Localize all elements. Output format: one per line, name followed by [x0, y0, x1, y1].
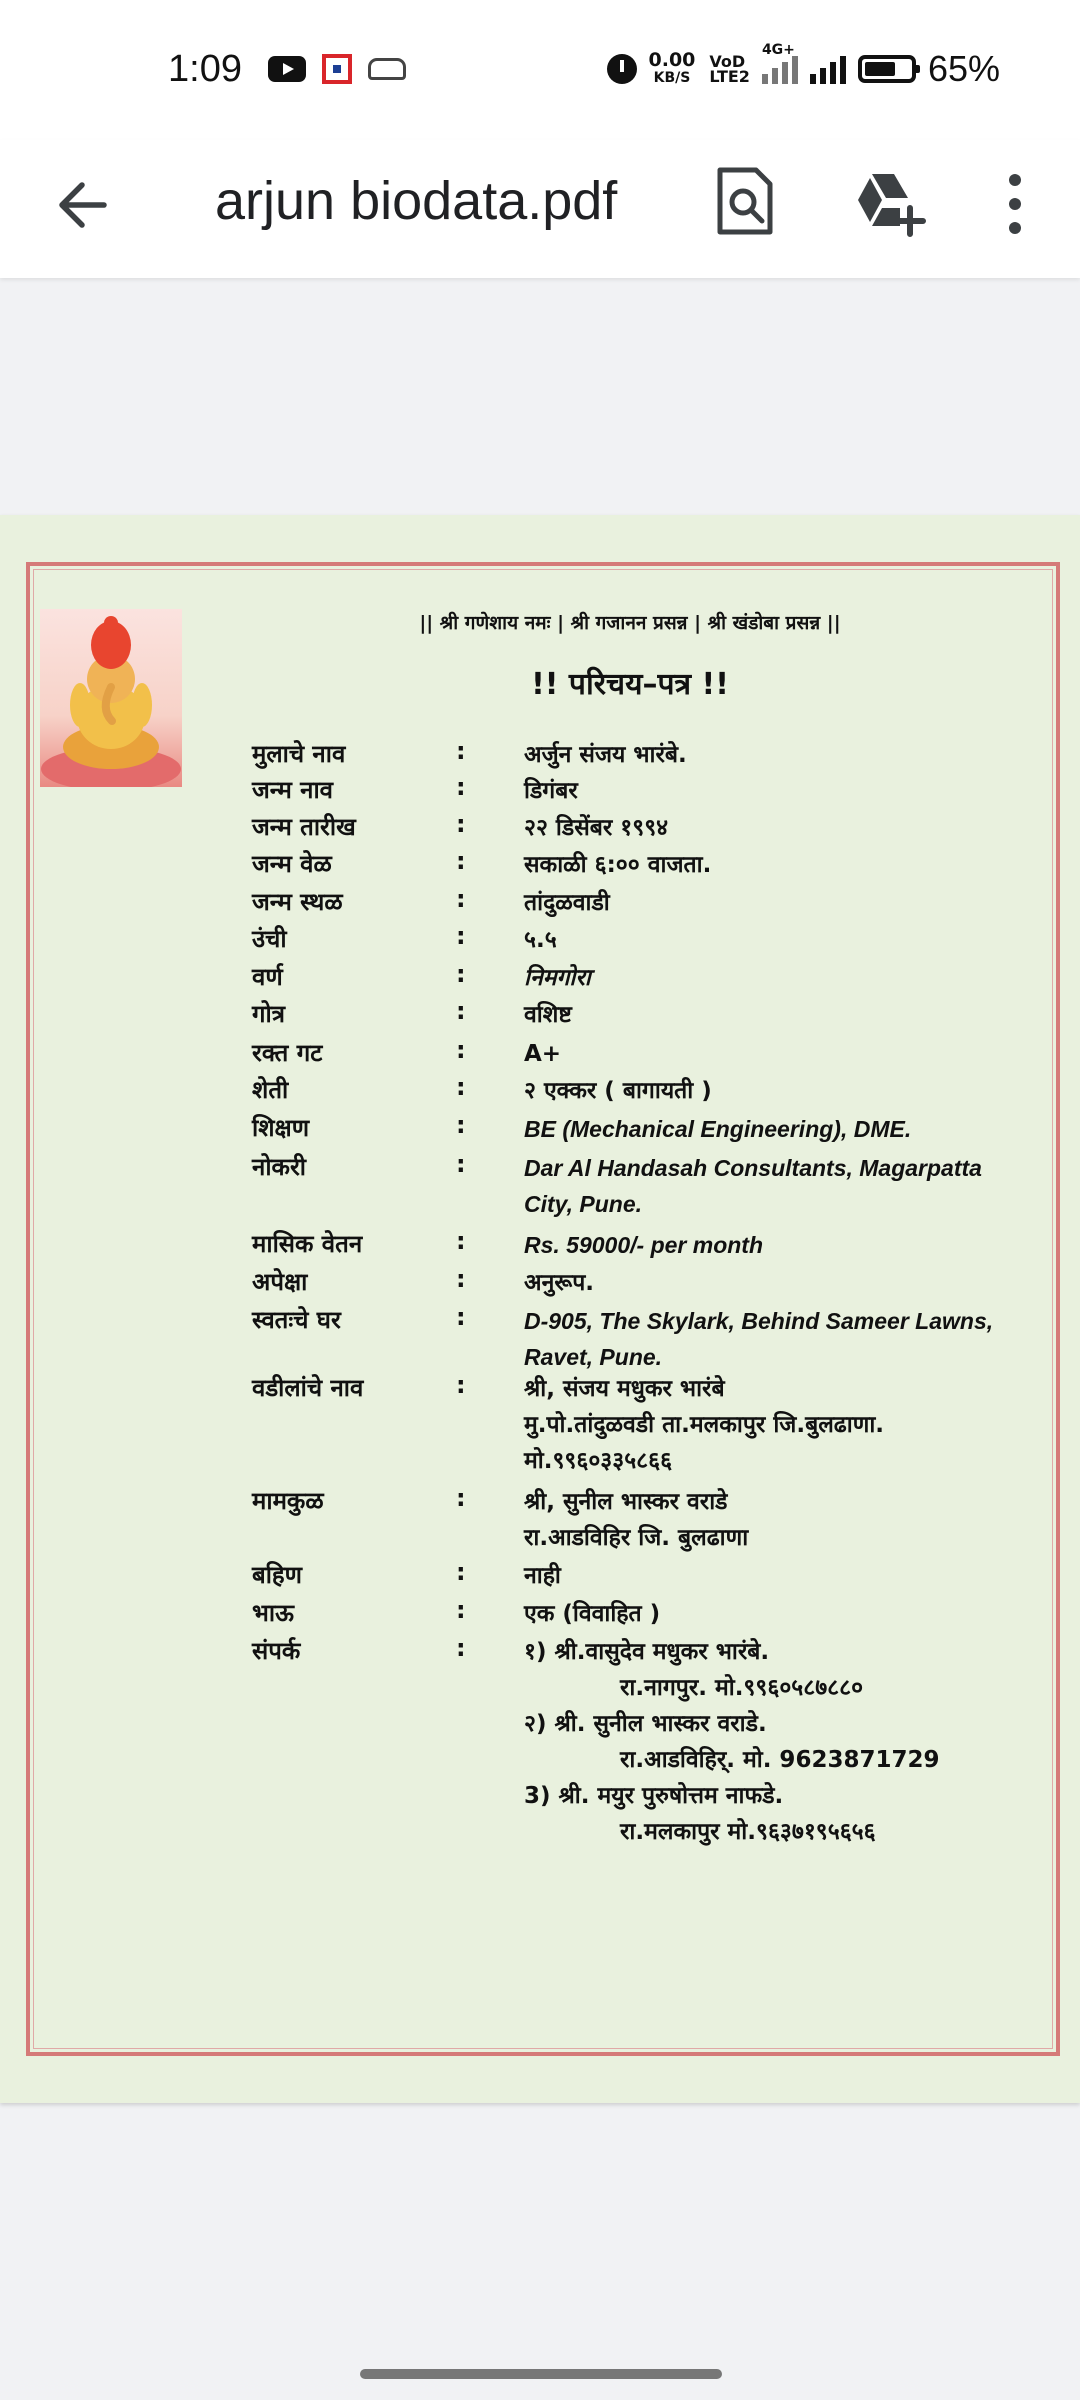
signal-icon — [762, 54, 798, 84]
field-label: मुलाचे नाव — [252, 740, 346, 768]
biodata-title: !! परिचय–पत्र !! — [531, 667, 729, 702]
field-label: अपेक्षा — [252, 1268, 308, 1296]
volte-indicator — [707, 54, 750, 84]
alarm-icon — [607, 54, 637, 84]
field-label: शेती — [252, 1076, 289, 1104]
volte-top: VoD — [709, 52, 746, 71]
field-value-line: डिगंबर — [524, 778, 578, 804]
field-label: जन्म तारीख — [252, 813, 356, 841]
field-colon: : — [456, 885, 466, 913]
back-button[interactable] — [50, 170, 120, 240]
car-icon — [368, 58, 406, 80]
field-value-line: अर्जुन संजय भारंबे. — [524, 742, 687, 768]
field-colon: : — [456, 773, 466, 801]
ganesh-image — [40, 609, 182, 787]
field-colon: : — [456, 810, 466, 838]
volte-bottom: LTE2 — [709, 67, 750, 86]
field-colon: : — [456, 1150, 466, 1178]
bank-app-icon — [322, 54, 352, 84]
net-speed — [649, 51, 696, 87]
field-colon: : — [456, 737, 466, 765]
field-value-line: मो.९९६०३३५८६६ — [524, 1448, 673, 1474]
field-colon: : — [456, 1558, 466, 1586]
field-value — [524, 1484, 1044, 1556]
field-colon: : — [456, 1484, 466, 1512]
field-value-line: २२ डिसेंबर १९९४ — [524, 815, 669, 841]
status-time: 1:09 — [168, 48, 242, 90]
field-colon: : — [456, 1634, 466, 1662]
field-label: स्वतःचे घर — [252, 1306, 341, 1334]
field-value — [524, 885, 1044, 921]
field-value-line: Ravet, Pune. — [524, 1344, 663, 1370]
field-colon: : — [456, 1111, 466, 1139]
field-value — [524, 1265, 1044, 1301]
field-value-line: श्री, सुनील भास्कर वराडे — [524, 1489, 728, 1515]
field-value-line: 3) श्री. मयुर पुरुषोत्तम नाफडे. — [524, 1783, 784, 1809]
field-value — [524, 1036, 1044, 1072]
field-value — [524, 1303, 1044, 1375]
field-value — [524, 1111, 1044, 1147]
field-value — [524, 773, 1044, 809]
field-colon: : — [456, 960, 466, 988]
field-label: जन्म नाव — [252, 776, 334, 804]
find-in-document-button[interactable] — [710, 162, 780, 240]
field-value — [524, 847, 1044, 883]
field-label: नोकरी — [252, 1153, 306, 1181]
system-icons — [607, 42, 1000, 90]
field-value-line: रा.नागपुर. मो.९९६०५८७८८० — [620, 1675, 864, 1701]
field-value-line: ५.५ — [524, 927, 557, 953]
field-label: जन्म वेळ — [252, 850, 332, 878]
navigation-bar — [0, 2350, 1080, 2400]
field-value — [524, 1227, 1044, 1263]
field-value — [524, 1596, 1044, 1632]
add-to-drive-icon — [850, 164, 926, 240]
field-value — [524, 1073, 1044, 1109]
field-label: जन्म स्थळ — [252, 888, 343, 916]
field-label: बहिण — [252, 1561, 303, 1589]
field-colon: : — [456, 997, 466, 1025]
field-value — [524, 922, 1044, 958]
field-colon: : — [456, 1371, 466, 1399]
field-label: मासिक वेतन — [252, 1230, 363, 1258]
field-colon: : — [456, 1303, 466, 1331]
field-value-line: मु.पो.तांदुळवडी ता.मलकापुर जि.बुलढाणा. — [524, 1412, 885, 1438]
field-label: भाऊ — [252, 1599, 294, 1627]
youtube-icon — [268, 56, 306, 82]
document-title: arjun biodata.pdf — [215, 171, 618, 231]
field-value — [524, 1634, 1044, 1850]
field-label: मामकुळ — [252, 1487, 324, 1515]
invocation-line: || श्री गणेशाय नमः | श्री गजानन प्रसन्न | श्री खंडोबा प्रसन्न || — [419, 612, 841, 634]
field-colon: : — [456, 1073, 466, 1101]
battery-percent: 65% — [927, 48, 1000, 89]
field-value — [524, 737, 1044, 773]
field-value — [524, 997, 1044, 1033]
back-arrow-icon — [50, 170, 120, 240]
field-value-line: D-905, The Skylark, Behind Sameer Lawns, — [524, 1308, 994, 1334]
field-value-line: २) श्री. सुनील भास्कर वराडे. — [524, 1711, 767, 1737]
field-value-line: रा.आडविहिर्. मो. 9623871729 — [620, 1747, 940, 1773]
pdf-page[interactable] — [0, 515, 1080, 2103]
more-options-button[interactable] — [990, 164, 1040, 244]
more-vert-icon — [990, 164, 1040, 244]
field-value — [524, 960, 1044, 996]
field-value — [524, 1371, 1044, 1479]
field-value-line: रा.आडविहिर जि. बुलढाणा — [524, 1525, 749, 1551]
notification-icons — [268, 54, 406, 84]
field-value-line: श्री, संजय मधुकर भारंबे — [524, 1376, 725, 1402]
field-value-line: २ एक्कर ( बागायती ) — [524, 1078, 712, 1104]
net-speed-unit: KB/S — [653, 70, 691, 86]
field-colon: : — [456, 1596, 466, 1624]
field-label: संपर्क — [252, 1637, 301, 1665]
field-label: रक्त गट — [252, 1039, 323, 1067]
field-value-line: १) श्री.वासुदेव मधुकर भारंबे. — [524, 1639, 770, 1665]
field-colon: : — [456, 1265, 466, 1293]
status-bar — [0, 0, 1080, 140]
battery-icon — [858, 55, 916, 83]
field-value-line: Rs. 59000/- per month — [524, 1232, 764, 1258]
signal-group-1 — [761, 42, 798, 84]
home-gesture-handle[interactable] — [360, 2369, 722, 2379]
field-colon: : — [456, 922, 466, 950]
add-to-drive-button[interactable] — [850, 164, 926, 240]
field-value-line: Dar Al Handasah Consultants, Magarpatta — [524, 1155, 982, 1181]
field-value-line: वशिष्ट — [524, 1002, 572, 1028]
field-value-line: BE (Mechanical Engineering), DME. — [524, 1116, 912, 1142]
field-colon: : — [456, 1227, 466, 1255]
net-speed-value: 0.00 — [648, 49, 696, 71]
field-value-line: नाही — [524, 1563, 561, 1589]
app-bar — [0, 140, 1080, 278]
field-colon: : — [456, 1036, 466, 1064]
search-document-icon — [710, 162, 780, 240]
field-label: वडीलांचे नाव — [252, 1374, 364, 1402]
field-value-line: रा.मलकापुर मो.९६३७१९५६५६ — [620, 1819, 876, 1845]
field-value — [524, 1558, 1044, 1594]
field-label: उंची — [252, 925, 287, 953]
field-value — [524, 810, 1044, 846]
field-value-line: निमगोरा — [524, 965, 591, 991]
field-value-line: अनुरूप. — [524, 1270, 595, 1296]
field-value-line: सकाळी ६:०० वाजता. — [524, 852, 712, 878]
field-value-line: City, Pune. — [524, 1191, 642, 1217]
field-label: गोत्र — [252, 1000, 285, 1028]
field-value — [524, 1150, 1044, 1222]
field-value-line: A+ — [524, 1041, 562, 1067]
signal-icon — [810, 54, 846, 84]
field-label: शिक्षण — [252, 1114, 310, 1142]
field-value-line: एक (विवाहित ) — [524, 1601, 661, 1627]
field-label: वर्ण — [252, 963, 283, 991]
field-colon: : — [456, 847, 466, 875]
network-type: 4G+ — [761, 42, 795, 58]
field-value-line: तांदुळवाडी — [524, 890, 610, 916]
